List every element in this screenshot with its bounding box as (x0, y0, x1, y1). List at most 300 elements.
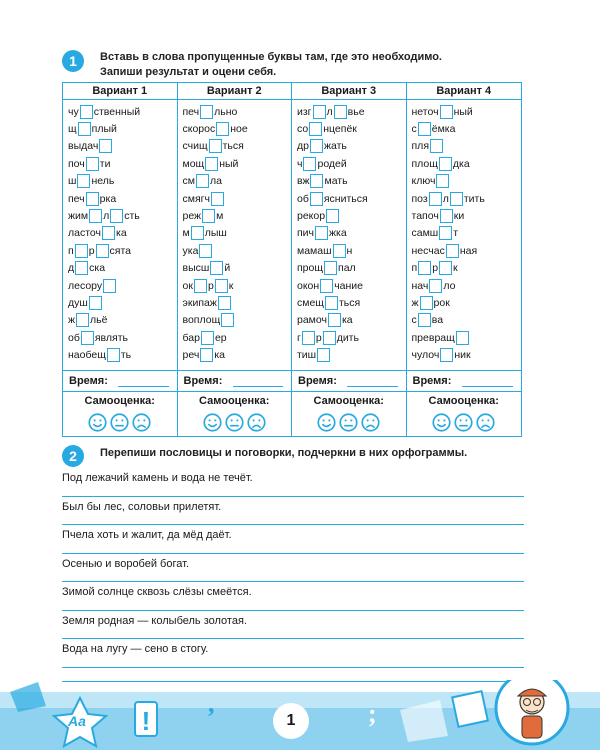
letter-box[interactable] (440, 105, 453, 119)
word-item (412, 260, 522, 277)
proverb-row (62, 525, 524, 554)
word-item (183, 260, 292, 277)
letter-box[interactable] (103, 279, 116, 293)
word-fragment: площ (411, 157, 438, 170)
letter-box[interactable] (75, 261, 88, 275)
word-fragment: к (228, 279, 234, 292)
time-field[interactable] (407, 370, 522, 392)
proverb-row (62, 497, 524, 526)
word-fragment: ть (120, 349, 132, 362)
word-item (183, 207, 292, 224)
word-item (297, 242, 406, 259)
proverb-text: Вода на лугу — сено в стогу. (62, 643, 209, 655)
letter-box[interactable] (429, 192, 442, 206)
letter-box[interactable] (76, 313, 89, 327)
word-fragment: мать (324, 175, 348, 188)
word-fragment: дка (452, 157, 470, 170)
time-write-line[interactable] (118, 386, 169, 387)
variant-title: Вариант 2 (178, 83, 292, 100)
svg-text:!: ! (141, 706, 151, 736)
word-fragment: скорос (182, 123, 216, 136)
word-fragment: вье (347, 105, 365, 118)
word-fragment: жка (329, 227, 347, 240)
word-item (68, 138, 177, 155)
exercise-2-number: 2 (62, 445, 84, 467)
word-fragment: ска (89, 262, 106, 275)
word-item (68, 207, 177, 224)
word-fragment: ный (453, 105, 473, 118)
word-fragment: тить (463, 192, 485, 205)
letter-box[interactable] (446, 244, 459, 258)
word-item (183, 138, 292, 155)
letter-box[interactable] (429, 279, 442, 293)
happy-face-icon[interactable] (88, 413, 107, 432)
letter-box[interactable] (210, 261, 223, 275)
word-fragment: воплощ (182, 314, 221, 327)
letter-box[interactable] (439, 261, 452, 275)
neutral-face-icon[interactable] (225, 413, 244, 432)
word-fragment: душ (68, 296, 88, 309)
word-fragment: ный (219, 157, 239, 170)
word-fragment: превращ (411, 331, 455, 344)
happy-face-icon[interactable] (317, 413, 336, 432)
letter-box[interactable] (205, 157, 218, 171)
word-fragment: наобещ (68, 349, 106, 362)
self-assessment-label: Самооценка: (199, 395, 270, 407)
word-fragment: й (224, 262, 231, 275)
letter-box[interactable] (216, 122, 229, 136)
word-item (297, 346, 406, 363)
time-label: Время: (69, 375, 108, 387)
word-fragment: ясниться (323, 192, 368, 205)
letter-box[interactable] (202, 209, 215, 223)
word-fragment: с (411, 314, 417, 327)
word-item (183, 225, 292, 242)
proverb-row (62, 582, 524, 611)
letter-box[interactable] (418, 261, 431, 275)
word-fragment: счищ (182, 140, 208, 153)
word-fragment: плый (91, 123, 117, 136)
svg-text:,: , (208, 689, 215, 718)
word-fragment: ственный (93, 105, 141, 118)
variant-column-2 (178, 83, 293, 436)
variant-column-3 (292, 83, 407, 436)
word-item (68, 294, 177, 311)
letter-box[interactable] (196, 174, 209, 188)
time-write-line[interactable] (347, 386, 398, 387)
word-item (412, 207, 522, 224)
word-item (297, 120, 406, 137)
letter-box[interactable] (310, 192, 323, 206)
letter-box[interactable] (456, 331, 469, 345)
word-item (412, 277, 522, 294)
word-item (183, 120, 292, 137)
word-fragment: л (103, 210, 110, 223)
variant-title: Вариант 4 (407, 83, 522, 100)
letter-box[interactable] (80, 105, 93, 119)
exercise-1-instruction-line2: Запиши результат и оцени себя. (100, 66, 277, 78)
neutral-face-icon[interactable] (339, 413, 358, 432)
self-assessment-label: Самооценка: (428, 395, 499, 407)
word-fragment: к (453, 262, 458, 275)
word-fragment: тапоч (411, 210, 439, 223)
word-fragment: лыш (204, 227, 227, 240)
sad-face-icon[interactable] (361, 413, 380, 432)
word-fragment: пля (411, 140, 429, 153)
letter-box[interactable] (326, 209, 339, 223)
word-fragment: ки (453, 210, 465, 223)
letter-box[interactable] (86, 157, 99, 171)
letter-box[interactable] (313, 105, 326, 119)
letter-box[interactable] (439, 226, 452, 240)
letter-box[interactable] (440, 209, 453, 223)
neutral-face-icon[interactable] (110, 413, 129, 432)
letter-box[interactable] (333, 244, 346, 258)
letter-box[interactable] (310, 174, 323, 188)
word-fragment: сть (124, 210, 140, 223)
word-item (412, 225, 522, 242)
word-fragment: пич (297, 227, 315, 240)
self-assessment (178, 395, 292, 432)
proverb-text: Земля родная — колыбель золотая. (62, 614, 247, 627)
word-fragment: бар (182, 331, 200, 344)
letter-box[interactable] (200, 105, 213, 119)
sad-face-icon[interactable] (476, 413, 495, 432)
time-field[interactable] (292, 370, 406, 392)
word-fragment: мощ (182, 157, 205, 170)
word-fragment: ная (459, 244, 478, 257)
proverb-row (62, 554, 524, 583)
word-fragment: ться (338, 296, 361, 309)
aa-badge: Aa (68, 713, 86, 729)
proverbs-list (62, 468, 524, 682)
word-item (68, 277, 177, 294)
proverb-row (62, 468, 524, 497)
word-fragment: прощ (297, 262, 324, 275)
proverb-row (62, 611, 524, 640)
page-number: 1 (273, 703, 309, 739)
word-fragment: об (297, 192, 309, 205)
word-item (297, 103, 406, 120)
self-assessment-label: Самооценка: (313, 395, 384, 407)
letter-box[interactable] (334, 105, 347, 119)
exercise-1-instruction-line1: Вставь в слова пропущенные буквы там, где это необходимо. (100, 51, 442, 63)
letter-box[interactable] (450, 192, 463, 206)
letter-box[interactable] (75, 244, 88, 258)
proverb-row (62, 639, 524, 668)
word-item (183, 277, 292, 294)
word-fragment: нач (411, 279, 429, 292)
word-fragment: н (346, 244, 353, 257)
letter-box[interactable] (86, 192, 99, 206)
variant-column-1 (63, 83, 178, 436)
letter-box[interactable] (191, 226, 204, 240)
word-fragment: м (182, 227, 190, 240)
proverb-text: Под лежачий камень и вода не течёт. (62, 472, 253, 484)
letter-box[interactable] (418, 122, 431, 136)
letter-box[interactable] (99, 139, 112, 153)
word-item (297, 138, 406, 155)
word-fragment: вж (297, 175, 310, 188)
word-item (183, 103, 292, 120)
word-item (297, 207, 406, 224)
exercise-2-instruction: Перепиши пословицы и поговорки, подчеркни в них орфограммы. (100, 447, 468, 459)
word-item (297, 329, 406, 346)
word-fragment: ка (214, 349, 225, 362)
word-fragment: нель (91, 175, 115, 188)
word-fragment: л (326, 105, 333, 118)
word-item (412, 103, 522, 120)
word-fragment: рекор (297, 210, 326, 223)
word-item (412, 329, 522, 346)
word-item (68, 225, 177, 242)
word-fragment: об (68, 331, 80, 344)
time-field[interactable] (178, 370, 292, 392)
word-fragment: несчас (411, 244, 445, 257)
word-fragment: лесору (68, 279, 103, 292)
letter-box[interactable] (317, 348, 330, 362)
word-item (297, 277, 406, 294)
time-write-line[interactable] (233, 386, 284, 387)
svg-text:;: ; (368, 699, 377, 728)
letter-box[interactable] (78, 122, 91, 136)
word-item (412, 120, 522, 137)
word-fragment: ное (230, 123, 248, 136)
letter-box[interactable] (324, 261, 337, 275)
word-item (412, 190, 522, 207)
word-fragment: дить (336, 331, 359, 344)
word-fragment: см (182, 175, 195, 188)
word-item (68, 190, 177, 207)
word-item (183, 155, 292, 172)
word-item (297, 173, 406, 190)
letter-box[interactable] (320, 279, 333, 293)
letter-box[interactable] (440, 348, 453, 362)
sad-face-icon[interactable] (132, 413, 151, 432)
happy-face-icon[interactable] (432, 413, 451, 432)
word-fragment: ш (68, 175, 77, 188)
letter-box[interactable] (102, 226, 115, 240)
time-write-line[interactable] (462, 386, 514, 387)
word-fragment: щ (68, 123, 77, 136)
word-item (412, 294, 522, 311)
word-fragment: т (453, 227, 459, 240)
word-fragment: смещ (297, 296, 324, 309)
word-fragment: рка (99, 192, 117, 205)
word-fragment: поч (68, 157, 85, 170)
letter-box[interactable] (194, 279, 207, 293)
word-fragment: ка (116, 227, 127, 240)
word-item (68, 103, 177, 120)
word-fragment: г (297, 331, 301, 344)
word-item (183, 242, 292, 259)
word-item (68, 312, 177, 329)
word-fragment: ла (209, 175, 222, 188)
word-fragment: ука (182, 244, 199, 257)
neutral-face-icon[interactable] (454, 413, 473, 432)
word-item (68, 329, 177, 346)
word-item (297, 312, 406, 329)
word-fragment: др (297, 140, 309, 153)
word-fragment: р (207, 279, 214, 292)
word-fragment: ться (222, 140, 244, 153)
word-list (407, 100, 522, 364)
letter-box[interactable] (81, 331, 94, 345)
word-fragment: изг (297, 105, 312, 118)
word-item (412, 312, 522, 329)
proverb-text: Был бы лес, соловьи прилетят. (62, 500, 222, 513)
word-fragment: рок (433, 296, 450, 309)
word-item (183, 190, 292, 207)
letter-box[interactable] (323, 331, 336, 345)
happy-face-icon[interactable] (203, 413, 222, 432)
word-fragment: д (68, 262, 75, 275)
word-fragment: нцепёк (323, 123, 357, 136)
word-list (63, 100, 177, 364)
word-fragment: неточ (411, 105, 439, 118)
word-fragment: ж (68, 314, 76, 327)
word-item (297, 260, 406, 277)
word-fragment: пал (338, 262, 356, 275)
word-fragment: сята (109, 244, 131, 257)
word-item (183, 329, 292, 346)
letter-box[interactable] (310, 139, 323, 153)
proverb-text: Пчела хоть и жалит, да мёд даёт. (62, 529, 232, 541)
variant-title: Вариант 3 (292, 83, 406, 100)
word-fragment: р (315, 331, 322, 344)
word-fragment: чулоч (411, 349, 440, 362)
letter-box[interactable] (110, 209, 123, 223)
self-assessment (292, 395, 406, 432)
word-fragment: мамаш (297, 244, 332, 257)
letter-box[interactable] (218, 296, 231, 310)
word-fragment: со (297, 123, 309, 136)
letter-box[interactable] (89, 296, 102, 310)
letter-box[interactable] (309, 122, 322, 136)
letter-box[interactable] (215, 279, 228, 293)
word-item (183, 346, 292, 363)
time-label: Время: (298, 375, 337, 387)
word-fragment: тиш (297, 349, 317, 362)
word-item (412, 155, 522, 172)
word-fragment: п (411, 262, 418, 275)
word-item (412, 346, 522, 363)
word-item (183, 294, 292, 311)
letter-box[interactable] (96, 244, 109, 258)
letter-box[interactable] (303, 157, 316, 171)
word-fragment: ка (341, 314, 353, 327)
word-item (183, 312, 292, 329)
word-fragment: ж (411, 296, 419, 309)
word-fragment: п (68, 244, 74, 257)
word-item (68, 260, 177, 277)
word-fragment: ник (454, 349, 471, 362)
word-fragment: чание (334, 279, 364, 292)
letter-box[interactable] (302, 331, 315, 345)
word-fragment: ва (431, 314, 444, 327)
letter-box[interactable] (199, 244, 212, 258)
word-fragment: высш (182, 262, 210, 275)
word-fragment: льно (214, 105, 238, 118)
letter-box[interactable] (200, 348, 213, 362)
word-fragment: реж (182, 210, 202, 223)
letter-box[interactable] (315, 226, 328, 240)
word-item (297, 155, 406, 172)
letter-box[interactable] (201, 331, 214, 345)
word-fragment: родей (317, 157, 347, 170)
word-item (68, 346, 177, 363)
letter-box[interactable] (77, 174, 90, 188)
word-fragment: самш (411, 227, 439, 240)
self-assessment (63, 395, 177, 432)
word-fragment: ч (297, 157, 303, 170)
word-item (412, 242, 522, 259)
time-label: Время: (183, 375, 223, 387)
word-fragment: чу (68, 105, 79, 118)
proverb-text: Осенью и воробей богат. (62, 557, 189, 570)
letter-box[interactable] (221, 313, 234, 327)
letter-box[interactable] (89, 209, 102, 223)
letter-box[interactable] (211, 192, 224, 206)
word-fragment: жим (68, 210, 89, 223)
letter-box[interactable] (418, 313, 431, 327)
word-item (68, 120, 177, 137)
word-fragment: р (88, 244, 95, 257)
letter-box[interactable] (430, 139, 443, 153)
word-fragment: печ (68, 192, 85, 205)
word-item (68, 242, 177, 259)
self-assessment (407, 395, 522, 432)
word-item (412, 138, 522, 155)
word-fragment: жать (323, 140, 347, 153)
word-fragment: ок (182, 279, 193, 292)
word-list (178, 100, 292, 364)
letter-box[interactable] (436, 174, 449, 188)
time-field[interactable] (63, 370, 177, 392)
letter-box[interactable] (107, 348, 120, 362)
word-item (297, 225, 406, 242)
word-fragment: рамоч (297, 314, 327, 327)
word-fragment: поз (411, 192, 428, 205)
letter-box[interactable] (328, 313, 341, 327)
word-fragment: л (442, 192, 449, 205)
word-fragment: с (411, 123, 417, 136)
word-fragment: м (216, 210, 224, 223)
exercise-1-instruction (100, 50, 442, 80)
word-fragment: ер (214, 331, 227, 344)
word-fragment: ключ (411, 175, 436, 188)
word-fragment: являть (94, 331, 128, 344)
word-fragment: выдач (68, 140, 99, 153)
word-fragment: экипаж (182, 296, 217, 309)
word-fragment: смягч (182, 192, 210, 205)
proverb-text: Зимой солнце сквозь слёзы смеётся. (62, 586, 252, 598)
time-label: Время: (412, 375, 452, 387)
word-fragment: льё (90, 314, 108, 327)
word-list (292, 100, 406, 364)
word-fragment: ло (443, 279, 456, 292)
letter-box[interactable] (439, 157, 452, 171)
letter-box[interactable] (325, 296, 338, 310)
variants-table (62, 82, 522, 437)
sad-face-icon[interactable] (247, 413, 266, 432)
word-fragment: реч (182, 349, 200, 362)
self-assessment-label: Самооценка: (84, 395, 155, 407)
letter-box[interactable] (209, 139, 222, 153)
word-fragment: ласточ (68, 227, 101, 240)
letter-box[interactable] (420, 296, 433, 310)
word-item (297, 190, 406, 207)
